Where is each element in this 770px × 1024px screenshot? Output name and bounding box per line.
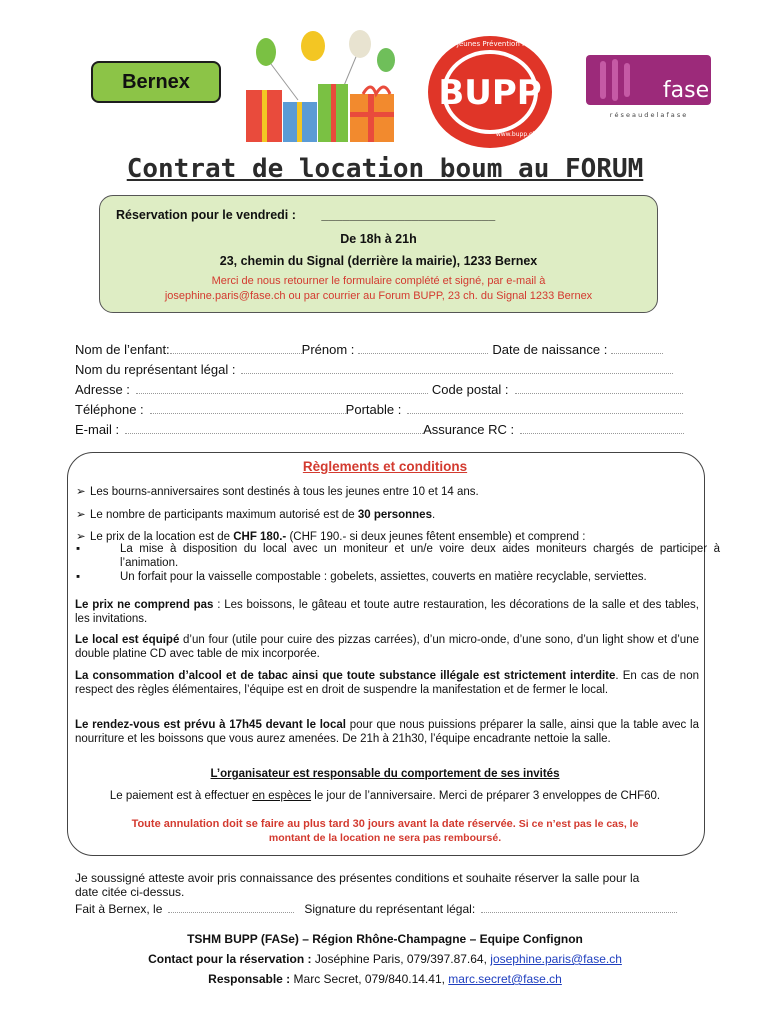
rule-sub-local [76,543,720,570]
footer-responsible [0,972,770,986]
rule-text: d’un four (utile pour cuire des pizzas carrées), d’un micro-onde, d’une sono, d’un light show et d’une double platine CD avec table de mix incorporée. [75,634,699,660]
fase-logo-text: fase [662,78,710,103]
guardian-field[interactable] [241,361,673,374]
phone-field[interactable] [150,401,346,414]
signature-row [75,900,677,916]
rules-title: Règlements et conditions [302,459,468,474]
footer-contact [0,952,770,966]
reservation-date-label: Réservation pour le vendredi : [116,208,296,222]
guardian-label: Nom du représentant légal : [75,362,236,377]
rule-bold: Le prix ne comprend pas [75,599,214,611]
rule-text: Le prix de la location est de [90,531,234,543]
gift-boxes-illustration [238,30,406,150]
rule-payment [0,790,770,802]
signature-statement-2: date citée ci-dessus. [75,885,185,899]
bupp-logo-text: BUPP [438,73,542,113]
rule-bullet-age [76,484,696,498]
bernex-badge-label: Bernex [122,70,190,93]
rule-text: Le paiement est à effectuer [109,790,253,802]
rule-price-excludes [75,598,699,626]
form-row-address [75,381,683,397]
rule-text: : Les boissons, le gâteau et toute autre restauration, les décorations de la salle et des tables, les invitations. [75,599,699,625]
reservation-date-blank[interactable]: _________________________ [321,208,496,222]
contact-label: Contact pour la réservation : [148,952,312,966]
cancel-text: Si ce n’est pas le cas, le [515,818,639,830]
reservation-hours: De 18h à 21h [340,232,417,246]
made-at-date-field[interactable] [168,900,294,913]
rule-text: Le nombre de participants maximum autorisé est de [90,509,358,521]
signature-label: Signature du représentant légal: [304,902,476,916]
rule-alcohol [75,669,699,697]
arrow-bullet-icon: ➢ [76,531,86,543]
mobile-field[interactable] [407,401,683,414]
rule-text: Les bourns-anniversaires sont destinés à tous les jeunes entre 10 et 14 ans. [90,486,479,498]
footer-org: TSHM BUPP (FASe) – Région Rhône-Champagne – Equipe Confignon [187,932,583,946]
bupp-url-text: www.bupp.ch [495,131,537,138]
fase-subtitle: r é s e a u d e l a f a s e [609,111,687,119]
rule-text: La mise à disposition du local avec un moniteur et un/e voire deux aides moniteurs chargés de participer à l’animation. [120,543,720,569]
cancel-text: montant de la location ne sera pas remboursé. [268,832,502,844]
birth-date-label: Date de naissance : [492,342,608,357]
reservation-label-row [116,208,673,222]
bernex-badge [91,61,221,103]
rule-bullet-price [76,529,696,543]
bupp-ring-text: Des Jeunes Prévention Paris [441,40,539,48]
bupp-logo [420,30,560,150]
rule-cancel-1 [0,818,770,830]
mobile-label: Portable : [345,402,402,417]
insurance-label: Assurance RC : [423,422,515,437]
form-row-email [75,421,684,437]
page-title: Contrat de location boum au FORUM [126,154,644,184]
made-at-label: Fait à Bernex, le [75,902,163,916]
birth-date-field[interactable] [611,341,663,354]
email-label: E-mail : [75,422,120,437]
rule-text: . [431,509,436,521]
signature-field[interactable] [481,900,677,913]
rule-text: Un forfait pour la vaisselle compostable : gobelets, assiettes, couverts en matière recyclable, serviettes. [120,571,647,583]
square-bullet-icon: ▪ [76,543,81,555]
first-name-field[interactable] [358,341,488,354]
contact-text: Joséphine Paris, 079/397.87.64, [311,952,491,966]
address-field[interactable] [136,381,428,394]
rule-text: . En cas de non respect des règles élémentaires, l’équipe est en droit de suspendre la manifestation et de fermer le local. [75,670,699,696]
insurance-field[interactable] [520,421,684,434]
rule-meeting [75,718,699,746]
form-row-guardian [75,361,673,377]
reservation-note-1: Merci de nous retourner le formulaire complété et signé, par e-mail à [211,275,546,287]
postal-code-label: Code postal : [431,382,509,397]
reservation-address: 23, chemin du Signal (derrière la mairie), 1233 Bernex [219,254,538,268]
contact-email-link[interactable]: josephine.paris@fase.ch [490,952,622,966]
first-name-label: Prénom : [301,342,355,357]
child-name-field[interactable] [170,341,302,354]
rule-bold: 30 personnes [357,509,432,521]
rule-bold: Le rendez-vous est prévu à 17h45 devant le local [75,719,346,731]
fase-logo [586,55,711,120]
rule-responsible: L’organisateur est responsable du comportement de ses invités [210,768,560,780]
form-row-child [75,341,663,357]
arrow-bullet-icon: ➢ [76,509,86,521]
rule-bold: Le local est équipé [75,634,180,646]
address-label: Adresse : [75,382,130,397]
rule-text: le jour de l’anniversaire. Merci de préparer 3 enveloppes de CHF60. [311,790,661,802]
rule-equipment [75,633,699,661]
responsible-email-link[interactable]: marc.secret@fase.ch [448,972,562,986]
reservation-note-2: josephine.paris@fase.ch ou par courrier au Forum BUPP, 23 ch. du Signal 1233 Bernex [164,290,593,302]
rule-bullet-participants [76,507,696,521]
responsible-label: Responsable : [208,972,291,986]
rule-sub-tableware [76,571,720,585]
rule-text: pour que nous puissions préparer la salle, ainsi que la table avec la nourriture et les boissons que vous aurez amenées. De 21h à 21h30, l’équipe encadrante nettoie la salle. [75,719,699,745]
signature-statement-1: Je soussigné atteste avoir pris connaissance des présentes conditions et souhaite réserver la salle pour la [75,871,640,885]
square-bullet-icon: ▪ [76,571,81,583]
rule-bold: CHF 180.- [233,531,287,543]
postal-code-field[interactable] [515,381,683,394]
phone-label: Téléphone : [75,402,144,417]
email-field[interactable] [125,421,423,434]
rule-underline: en espèces [252,790,312,802]
cancel-text: Toute annulation doit se faire au plus tard 30 jours avant la date réservée. [131,818,516,830]
rule-text: (CHF 190.- si deux jeunes fêtent ensemble) et comprend : [286,531,586,543]
responsible-text: Marc Secret, 079/840.14.41, [290,972,449,986]
form-row-phone [75,401,683,417]
reservation-box [99,195,658,313]
arrow-bullet-icon: ➢ [76,486,86,498]
child-name-label: Nom de l’enfant: [75,342,170,357]
rule-cancel-2 [0,832,770,844]
rule-bold: La consommation d’alcool et de tabac ainsi que toute substance illégale est strictement interdite [75,670,616,682]
